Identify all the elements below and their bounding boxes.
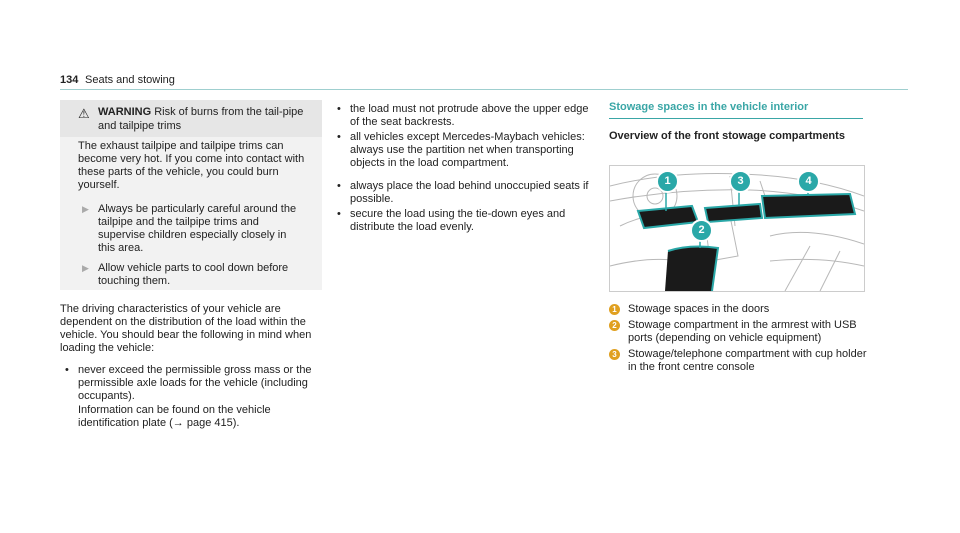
warning-body: The exhaust tailpipe and tailpipe trims can become very hot. If you come into contact with these parts of the vehicle, you could burn yourself. — [78, 140, 305, 191]
stowage-heading: Stowage spaces in the vehicle interior — [609, 101, 809, 113]
bullet-middle-4: secure the load using the tie-down eyes and distribute the load evenly. — [350, 208, 566, 233]
warning-step-1: Always be particularly careful around the tailpipe and the tailpipe trims and supervise children especially closely in this area. — [98, 203, 297, 254]
bullet-middle-3: always place the load behind unoccupied seats if possible. — [350, 180, 589, 205]
warning-box — [60, 100, 322, 290]
step-arrow-icon: ▶ — [82, 263, 89, 273]
stowage-heading-rule — [609, 118, 863, 119]
legend-item-2: Stowage compartment in the armrest with USB ports (depending on vehicle equipment) — [628, 319, 857, 344]
interior-illustration — [609, 165, 865, 292]
bullet-dot: • — [337, 180, 341, 192]
warning-title-text: Risk of burns from the tail-pipe and tailpipe trims — [98, 106, 304, 132]
warning-triangle-icon: ⚠ — [78, 106, 90, 121]
warning-title — [98, 105, 313, 133]
bullet-dot: • — [337, 131, 341, 143]
page-number: 134 — [60, 74, 79, 86]
bullet-middle-1: the load must not protrude above the upper edge of the seat backrests. — [350, 103, 589, 128]
bullet-left-1-note: Information can be found on the vehicle identification plate (→ page 415). — [78, 404, 271, 429]
legend-badge-2: 2 — [609, 320, 620, 331]
legend-item-1: Stowage spaces in the doors — [628, 303, 770, 315]
step-arrow-icon: ▶ — [82, 204, 89, 214]
callout-3: 3 — [729, 170, 752, 193]
intro-paragraph: The driving characteristics of your vehicle are dependent on the distribution of the load within the vehicle. You should bear the following in mind when loading the vehicle: — [60, 303, 312, 354]
warning-step-2: Allow vehicle parts to cool down before touching them. — [98, 262, 289, 287]
bullet-middle-2: all vehicles except Mercedes-Maybach vehicles: always use the partition net when transporting objects in the load compartment. — [350, 131, 585, 169]
section-title: Seats and stowing — [85, 74, 175, 86]
bullet-left-1: never exceed the permissible gross mass or the permissible axle loads for the vehicle (including occupants). — [78, 364, 312, 402]
legend-item-3: Stowage/telephone compartment with cup holder in the front centre console — [628, 348, 867, 373]
stowage-subheading: Overview of the front stowage compartments — [609, 130, 845, 142]
warning-label: WARNING — [98, 106, 152, 118]
bullet-dot: • — [337, 103, 341, 115]
legend-badge-3: 3 — [609, 349, 620, 360]
header-rule — [60, 89, 908, 90]
callout-2: 2 — [690, 219, 713, 242]
bullet-dot: • — [65, 364, 69, 376]
bullet-dot: • — [337, 208, 341, 220]
callout-4: 4 — [797, 170, 820, 193]
callout-1: 1 — [656, 170, 679, 193]
legend-badge-1: 1 — [609, 304, 620, 315]
